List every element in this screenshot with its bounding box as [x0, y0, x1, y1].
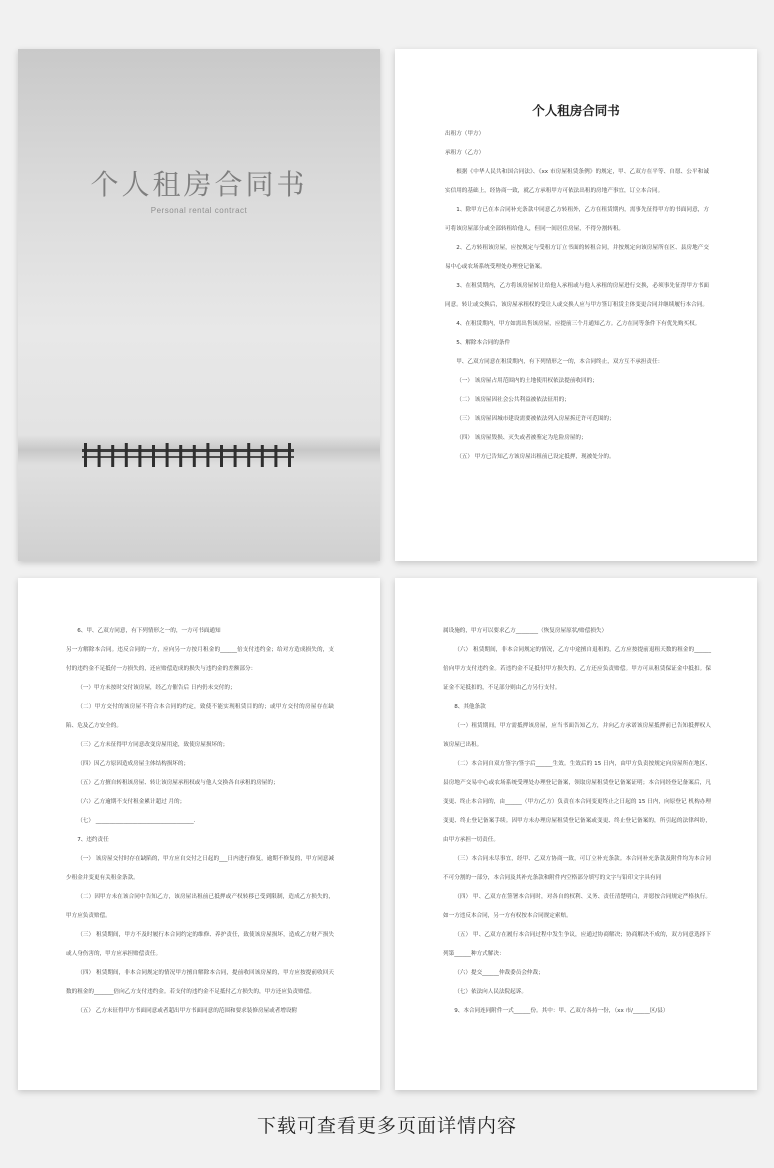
text-line: 3、在租赁期内，乙方将该房屋转让给他人承租或与他人承租的房屋进行交换，必须事先征得甲方书面同意。转让或交换后，该房屋承租权的受让人或交换人应与甲方签订租赁主体变更合同并继续履行本合同。 [445, 283, 709, 308]
text-line: 根据《中华人民共和国合同法》、《xx 市房屋租赁条例》的规定，甲、乙双方在平等、自愿、公平和诚实信用的基础上，经协商一致，就乙方承租甲方可依法出租的房地产事宜，订立本合同。 [445, 169, 709, 194]
text-line: （二）本合同自双方签字/签字后______生效。生效后的 15 日内，由甲方负责按规定向房屋所在地区、县房地产交易中心或农场系统受理处办理登记备案，领取房屋租赁登记备案证明；本合同经登记备案后，凡变更、终止本合同的，由______（甲方/乙方）负责在本合同变更终止之日起的 15 日内，向原登记 机构办理变更、终止登记备案手续。因甲方未办理房屋租赁登记备案或变更、终止登记备案的，所引起的法律纠纷，由甲方承担一切责任。 [443, 761, 711, 843]
cover-title: 个人租房合同书 [90, 168, 308, 201]
text-line: 4、在租赁期内，甲方如需出售该房屋，应提前三个月通知乙方。乙方在同等条件下有优先购买权。 [456, 321, 701, 327]
text-line: 9、本合同连同附件一式______份。其中：甲、乙双方各持一份，（xx 市/______区/县） [454, 1008, 669, 1014]
cover-subtitle: Personal rental contract [150, 206, 248, 215]
pier-post [234, 445, 237, 467]
text-line: （五） 甲、乙双方在履行本合同过程中发生争议，应通过协商解决；协商解决不成的，双方同意选择下列第______种方式解决： [443, 932, 711, 957]
text-line: （四） 该房屋毁损、灭失或者被鉴定为危险房屋的； [456, 435, 587, 441]
text-line: （六）提交______仲裁委员会仲裁； [454, 970, 544, 976]
text-line: 出租方（甲方） [445, 131, 485, 137]
text-line: （一）租赁期间，甲方需抵押该房屋，应当书面告知乙方，并向乙方承诺该房屋抵押前已告知抵押权人该房屋已出租。 [443, 723, 711, 748]
pier-post [84, 443, 87, 467]
text-line: （三）本合同未尽事宜，经甲、乙双方协商一致，可订立补充条款。本合同补充条款及附件均为本合同不可分割的一部分，本合同及其补充条款和附件内空格部分填写的文字与铅印文字具有同 [443, 856, 711, 881]
text-line: （一） 该房屋交付时存在缺陷的，甲方应自交付之日起的___日内进行修复，逾期不修复的，甲方同意减少租金并变更有关租金条款。 [66, 856, 334, 881]
pier-post [220, 445, 223, 467]
pier-post [179, 445, 182, 467]
pier-post [247, 443, 250, 467]
text-line: 2、乙方转租该房屋，应按规定与受租方订立书面的转租合同，并按规定向该房屋所在区、县房地产交易中心或农场系统受理处办理登记备案。 [445, 245, 709, 270]
text-line: （五） 乙方未征得甲方书面同意或者超出甲方书面同意的范围和要求装修房屋或者增设附 [77, 1008, 298, 1014]
text-line: （一）甲方未按时交付该房屋，经乙方催告后 日内仍未交付的； [77, 685, 236, 691]
pier-post [274, 445, 277, 467]
text-line: （六） 租赁期间，非本合同规定的情况，乙方中途擅自退租的，乙方应按提前退租天数的租金的______倍向甲方支付违约金。若违约金不足抵付甲方损失的，乙方还应负责赔偿。甲方可从租赁保证金中抵扣。保证金不足抵扣的，不足部分则由乙方另行支付。 [443, 647, 711, 691]
text-line: （三） 该房屋因城市建设需要被依法列入房屋拆迁许可范围的； [456, 416, 615, 422]
pier-post [206, 443, 209, 467]
text-line: 另一方解除本合同。违反合同的一方，应向另一方按月租金的______倍支付违约金；给对方造成损失的，支付的违约金不足抵付一方损失的，还应赔偿造成的损失与违约金的差额部分： [66, 647, 334, 672]
pier-post [125, 443, 128, 467]
text-line: 属设施的，甲方可以要求乙方________（恢复房屋原状/赔偿损失） [443, 628, 608, 634]
text-line: （七） ___________________________________. [77, 818, 196, 824]
text-line: 承租方（乙方） [445, 150, 485, 156]
text-line: （五）乙方擅自转租该房屋、转让该房屋承租权或与他人交换各自承租的房屋的； [77, 780, 279, 786]
pier-post [138, 445, 141, 467]
pier-post [98, 445, 101, 467]
text-line: （四） 租赁期间，非本合同规定的情况甲方擅自解除本合同，提前收回该房屋的，甲方应按提前收回天数的租金的_______倍向乙方支付违约金。若支付的违约金不足抵付乙方损失的，甲方还应负责赔偿。 [66, 970, 334, 995]
pier-post [166, 443, 169, 467]
text-line: （五） 甲方已告知乙方该房屋出租前已设定抵押，现被处分的。 [456, 454, 615, 460]
text-line: （二） 该房屋因社会公共利益被依法征用的； [456, 397, 570, 403]
text-line: 7、违约责任 [77, 837, 109, 843]
text-line: 甲、乙双方同意在租赁期内，有下列情形之一的，本合同终止，双方互不承担责任： [456, 359, 664, 365]
contract-page-3 [395, 578, 757, 1090]
text-line: 1、除甲方已在本合同补充条款中同意乙方转租外，乙方在租赁期内，需事先征得甲方的书面同意，方可将该房屋部分或全部转租给他人，但同一间居住房屋，不得分割转租。 [445, 207, 709, 232]
text-line: （六）乙方逾期不支付租金累计超过 月的； [77, 799, 186, 805]
text-line: （三） 租赁期间，甲方不及时履行本合同约定的维修、养护责任，致使该房屋损坏，造成乙方财产损失或人身伤害的，甲方应承担赔偿责任。 [66, 932, 334, 957]
text-line: （七）依法向人民法院起诉。 [454, 989, 527, 995]
pier-post [193, 445, 196, 467]
pier-image [82, 443, 312, 469]
text-line: （二）甲方交付的该房屋不符合本合同的约定，致使不能实现租赁目的的；或甲方交付的房屋存在缺陷、危及乙方安全的。 [66, 704, 334, 729]
pier-post [152, 445, 155, 467]
contract-body [443, 622, 711, 1021]
text-line: （四）因乙方原因造成房屋主体结构损坏的； [77, 761, 190, 767]
text-line: 6、甲、乙双方同意，有下列情形之一的，一方可书面通知 [77, 628, 221, 634]
pier-post [288, 443, 291, 467]
contract-body [66, 622, 334, 1021]
text-line: 5、解除本合同的条件 [456, 340, 511, 346]
contract-body [445, 125, 709, 467]
cover-page [18, 49, 380, 561]
text-line: （一） 该房屋占用范围内的土地使用权依法提前收回的； [456, 378, 598, 384]
pier-post [261, 445, 264, 467]
text-line: 8、其他条款 [454, 704, 486, 710]
download-more-caption[interactable]: 下载可查看更多页面详情内容 [256, 1115, 517, 1137]
contract-page-1 [395, 49, 757, 561]
contract-page-2 [18, 578, 380, 1090]
text-line: （四） 甲、乙双方在签署本合同时，对各自的权利、义务、责任清楚明白，并愿按合同规定严格执行。如一方违反本合同，另一方有权按本合同规定索赔。 [443, 894, 711, 919]
text-line: （三）乙方未征得甲方同意改变房屋用途，致使房屋损坏的； [77, 742, 229, 748]
pier-post [111, 445, 114, 467]
contract-title: 个人租房合同书 [532, 103, 620, 118]
text-line: （二）因甲方未在该合同中告知乙方，该房屋出租前已抵押或产权转移已受到限制，造成乙方损失的，甲方应负责赔偿。 [66, 894, 334, 919]
